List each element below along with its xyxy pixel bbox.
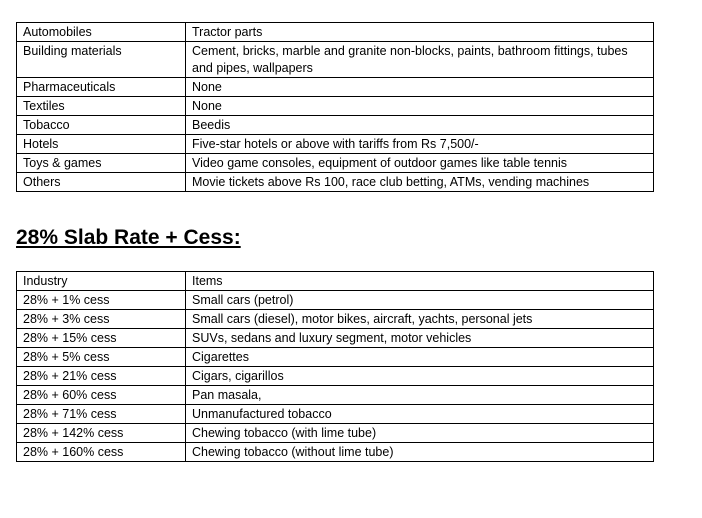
table-header-row [17, 272, 654, 291]
table-row [17, 154, 654, 173]
table-row [17, 42, 654, 78]
items-cell: Tractor parts [186, 23, 654, 42]
table-row [17, 173, 654, 192]
table-row [17, 23, 654, 42]
industry-cell: 28% + 142% cess [17, 424, 186, 443]
table-row [17, 135, 654, 154]
industry-cell: Textiles [17, 97, 186, 116]
industry-cell: Automobiles [17, 23, 186, 42]
items-cell: Pan masala, [186, 386, 654, 405]
gst-28-slab-table [16, 22, 654, 192]
items-cell: SUVs, sedans and luxury segment, motor vehicles [186, 329, 654, 348]
industry-cell: Building materials [17, 42, 186, 78]
items-cell: Cigars, cigarillos [186, 367, 654, 386]
industry-cell: 28% + 3% cess [17, 310, 186, 329]
table-row [17, 291, 654, 310]
industry-cell: Hotels [17, 135, 186, 154]
table-row [17, 310, 654, 329]
table-row [17, 329, 654, 348]
table-row [17, 405, 654, 424]
items-cell: Small cars (petrol) [186, 291, 654, 310]
items-cell: Small cars (diesel), motor bikes, aircraft, yachts, personal jets [186, 310, 654, 329]
industry-cell: Pharmaceuticals [17, 78, 186, 97]
gst-28-cess-table [16, 271, 654, 462]
industry-cell: Tobacco [17, 116, 186, 135]
table-row [17, 348, 654, 367]
table-row [17, 97, 654, 116]
items-cell: None [186, 78, 654, 97]
industry-cell: Others [17, 173, 186, 192]
section-heading: 28% Slab Rate + Cess: [16, 226, 241, 249]
table-row [17, 424, 654, 443]
table-row [17, 367, 654, 386]
column-header-industry: Industry [17, 272, 186, 291]
industry-cell: 28% + 21% cess [17, 367, 186, 386]
items-cell: None [186, 97, 654, 116]
industry-cell: 28% + 60% cess [17, 386, 186, 405]
industry-cell: 28% + 71% cess [17, 405, 186, 424]
items-cell: Chewing tobacco (with lime tube) [186, 424, 654, 443]
items-cell: Unmanufactured tobacco [186, 405, 654, 424]
industry-cell: 28% + 5% cess [17, 348, 186, 367]
items-cell: Cement, bricks, marble and granite non-blocks, paints, bathroom fittings, tubes and pipes, wallpapers [186, 42, 654, 78]
table-row [17, 78, 654, 97]
industry-cell: Toys & games [17, 154, 186, 173]
table-row [17, 443, 654, 462]
table-row [17, 116, 654, 135]
items-cell: Video game consoles, equipment of outdoor games like table tennis [186, 154, 654, 173]
column-header-items: Items [186, 272, 654, 291]
items-cell: Chewing tobacco (without lime tube) [186, 443, 654, 462]
items-cell: Five-star hotels or above with tariffs from Rs 7,500/- [186, 135, 654, 154]
items-cell: Beedis [186, 116, 654, 135]
industry-cell: 28% + 160% cess [17, 443, 186, 462]
items-cell: Cigarettes [186, 348, 654, 367]
industry-cell: 28% + 15% cess [17, 329, 186, 348]
table-row [17, 386, 654, 405]
industry-cell: 28% + 1% cess [17, 291, 186, 310]
items-cell: Movie tickets above Rs 100, race club betting, ATMs, vending machines [186, 173, 654, 192]
